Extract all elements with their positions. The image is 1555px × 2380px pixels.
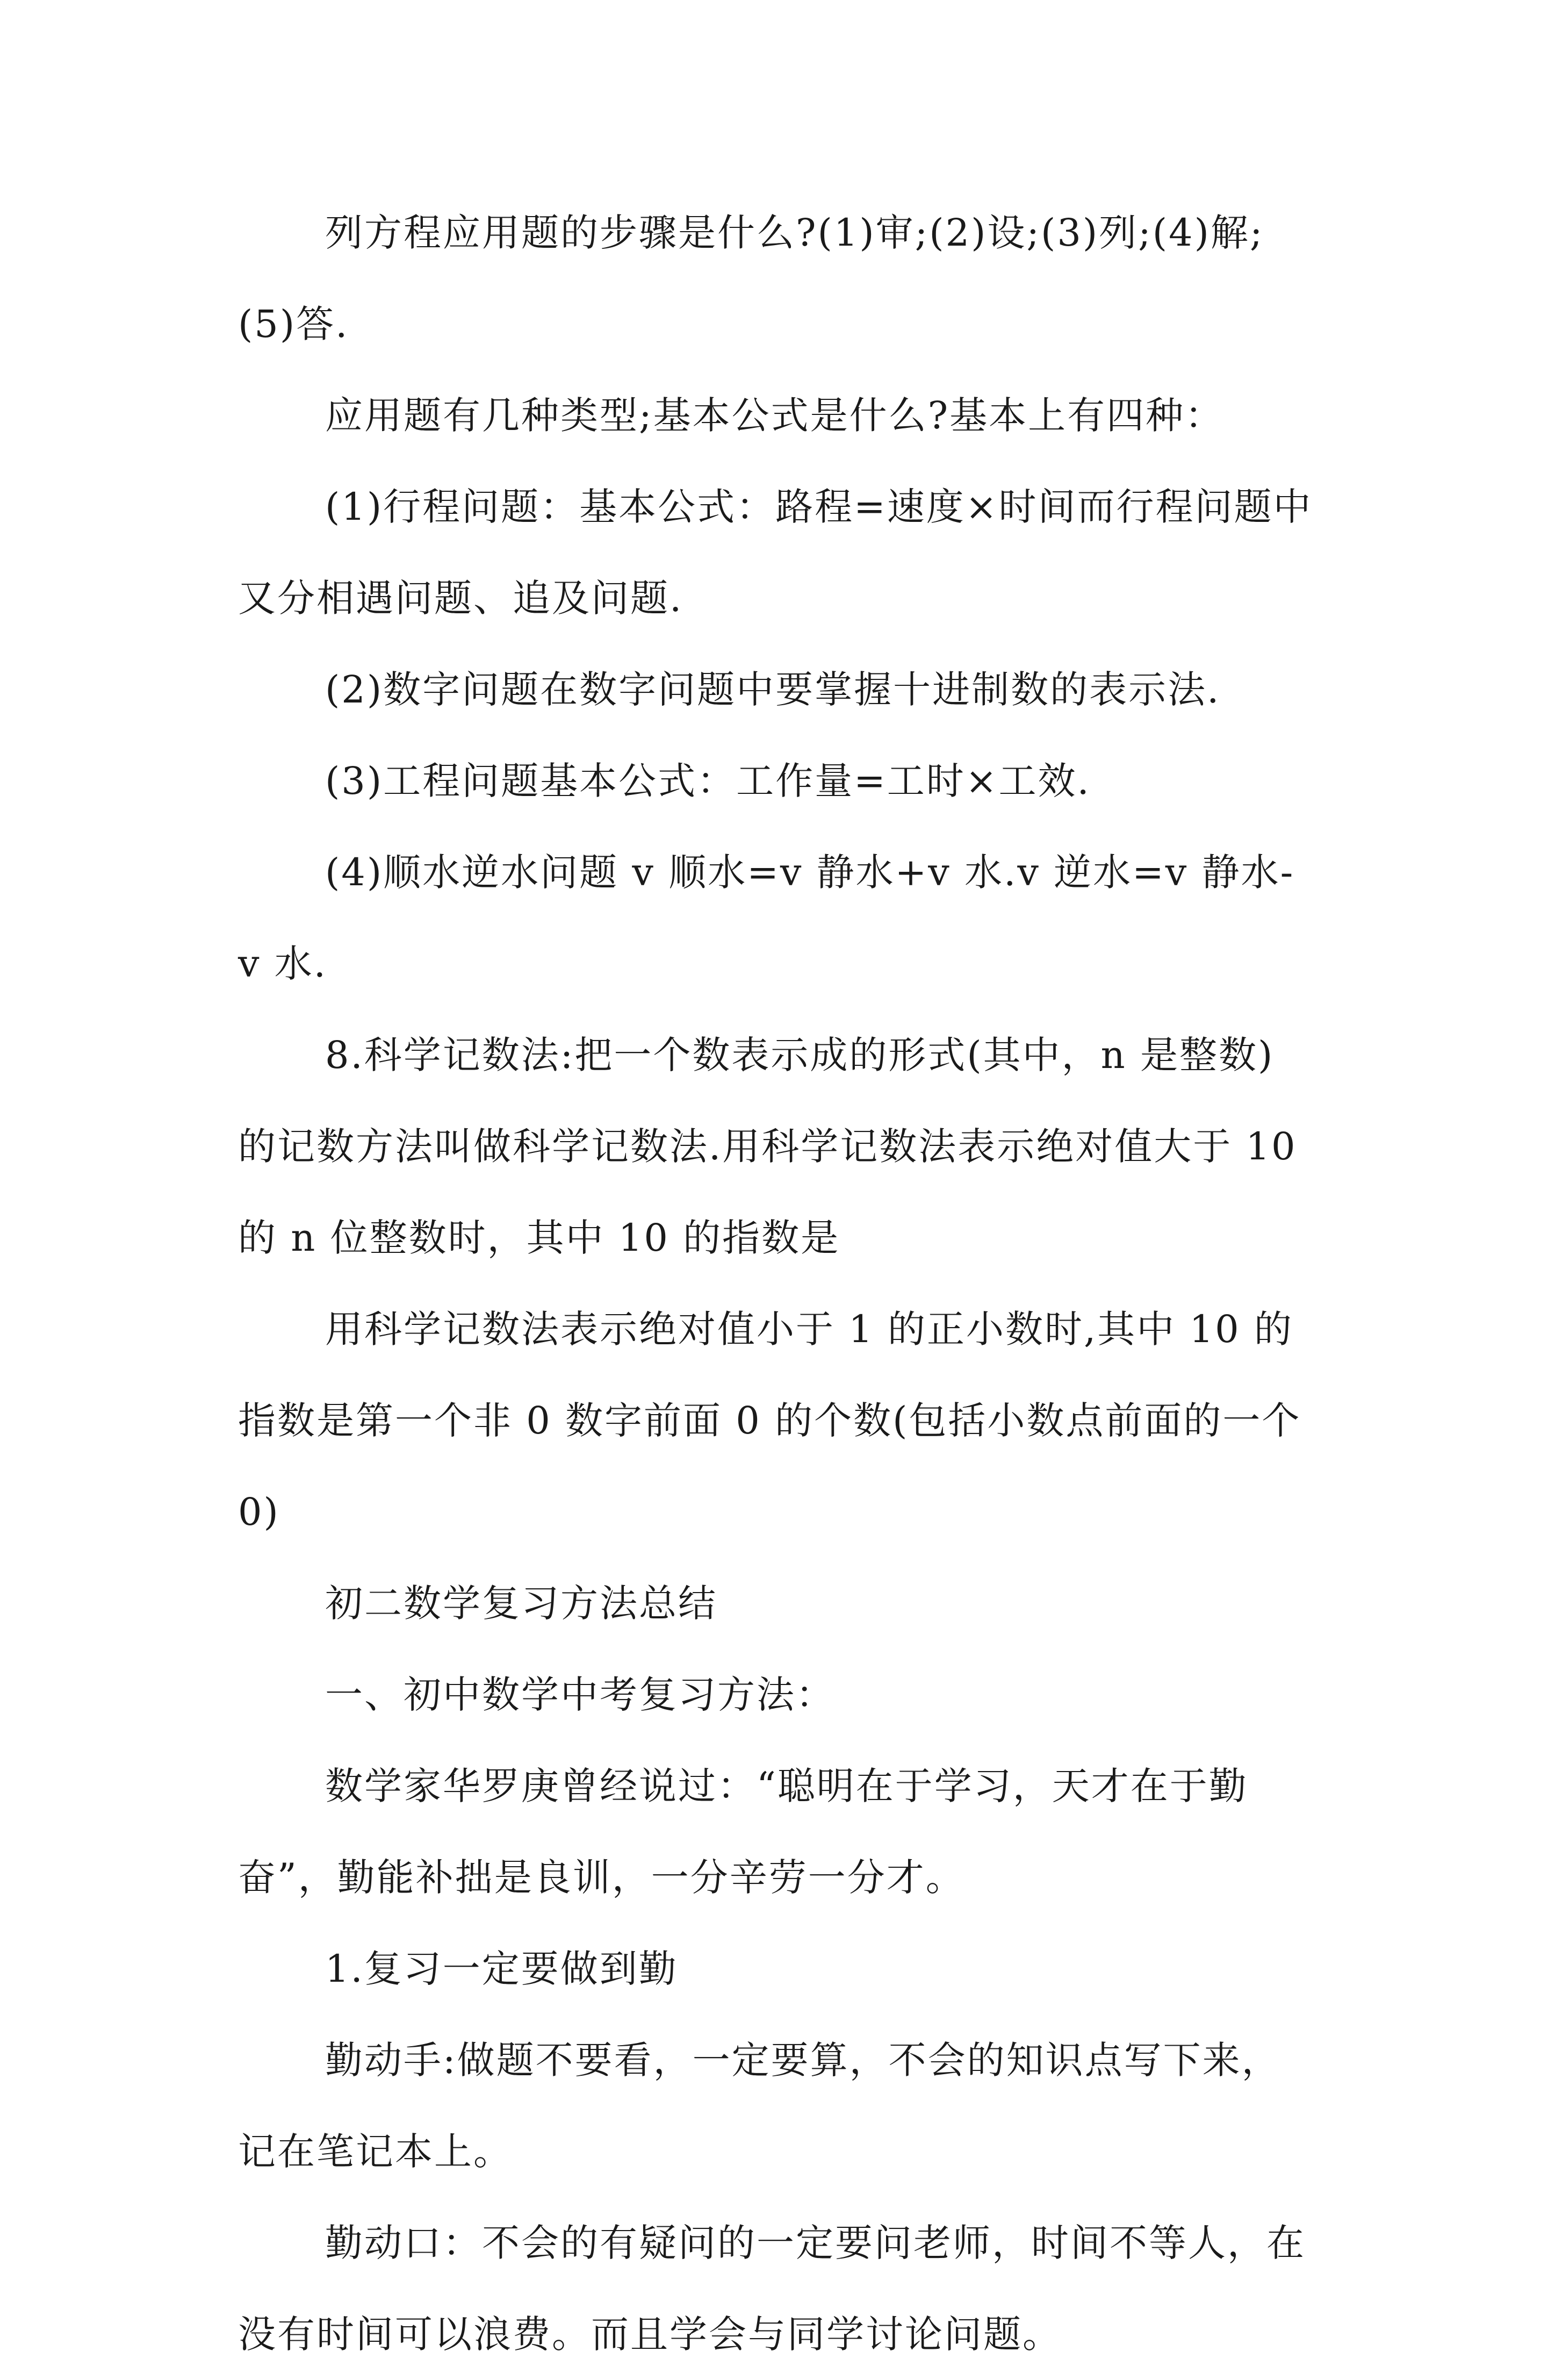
paragraph-equation-steps: 列方程应用题的步骤是什么?(1)审;(2)设;(3)列;(4)解;(5)答. bbox=[238, 211, 1264, 346]
paragraph-digit-problem: (2)数字问题在数字问题中要掌握十进制数的表示法. bbox=[325, 668, 1221, 712]
paragraph-travel-problem: (1)行程问题：基本公式：路程=速度×时间而行程问题中又分相遇问题、追及问题. bbox=[238, 485, 1313, 620]
paragraph-small-decimals: 用科学记数法表示绝对值小于 1 的正小数时,其中 10 的指数是第一个非 0 数字前面 0 的个数(包括小数点前面的一个 0) bbox=[238, 1307, 1301, 1534]
paragraph-work-problem: (3)工程问题基本公式：工作量=工时×工效. bbox=[325, 759, 1091, 803]
paragraph-scientific-notation: 8.科学记数法:把一个数表示成的形式(其中，n 是整数)的记数方法叫做科学记数法.用科学记数法表示绝对值大于 10 的 n 位整数时，其中 10 的指数是 bbox=[238, 1033, 1297, 1260]
document-body bbox=[238, 187, 1313, 2380]
paragraph-use-mouth: 勤动口：不会的有疑问的一定要问老师，时间不等人，在没有时间可以浪费。而且学会与同学讨论问题。 bbox=[238, 2221, 1306, 2356]
paragraph-use-hands: 勤动手:做题不要看，一定要算，不会的知识点写下来，记在笔记本上。 bbox=[238, 2038, 1281, 2174]
paragraph-current-problem: (4)顺水逆水问题 v 顺水=v 静水+v 水.v 逆水=v 静水-v 水. bbox=[238, 850, 1295, 986]
heading-review-summary: 初二数学复习方法总结 bbox=[325, 1581, 717, 1625]
paragraph-hua-luogeng-quote: 数学家华罗庚曾经说过：“聪明在于学习，天才在于勤奋”，勤能补拙是良训，一分辛劳一分才。 bbox=[238, 1764, 1248, 1899]
paragraph-problem-types: 应用题有几种类型;基本公式是什么?基本上有四种： bbox=[325, 393, 1225, 438]
heading-exam-review-methods: 一、初中数学中考复习方法： bbox=[325, 1673, 835, 1717]
heading-diligent-review: 1.复习一定要做到勤 bbox=[325, 1947, 678, 1991]
